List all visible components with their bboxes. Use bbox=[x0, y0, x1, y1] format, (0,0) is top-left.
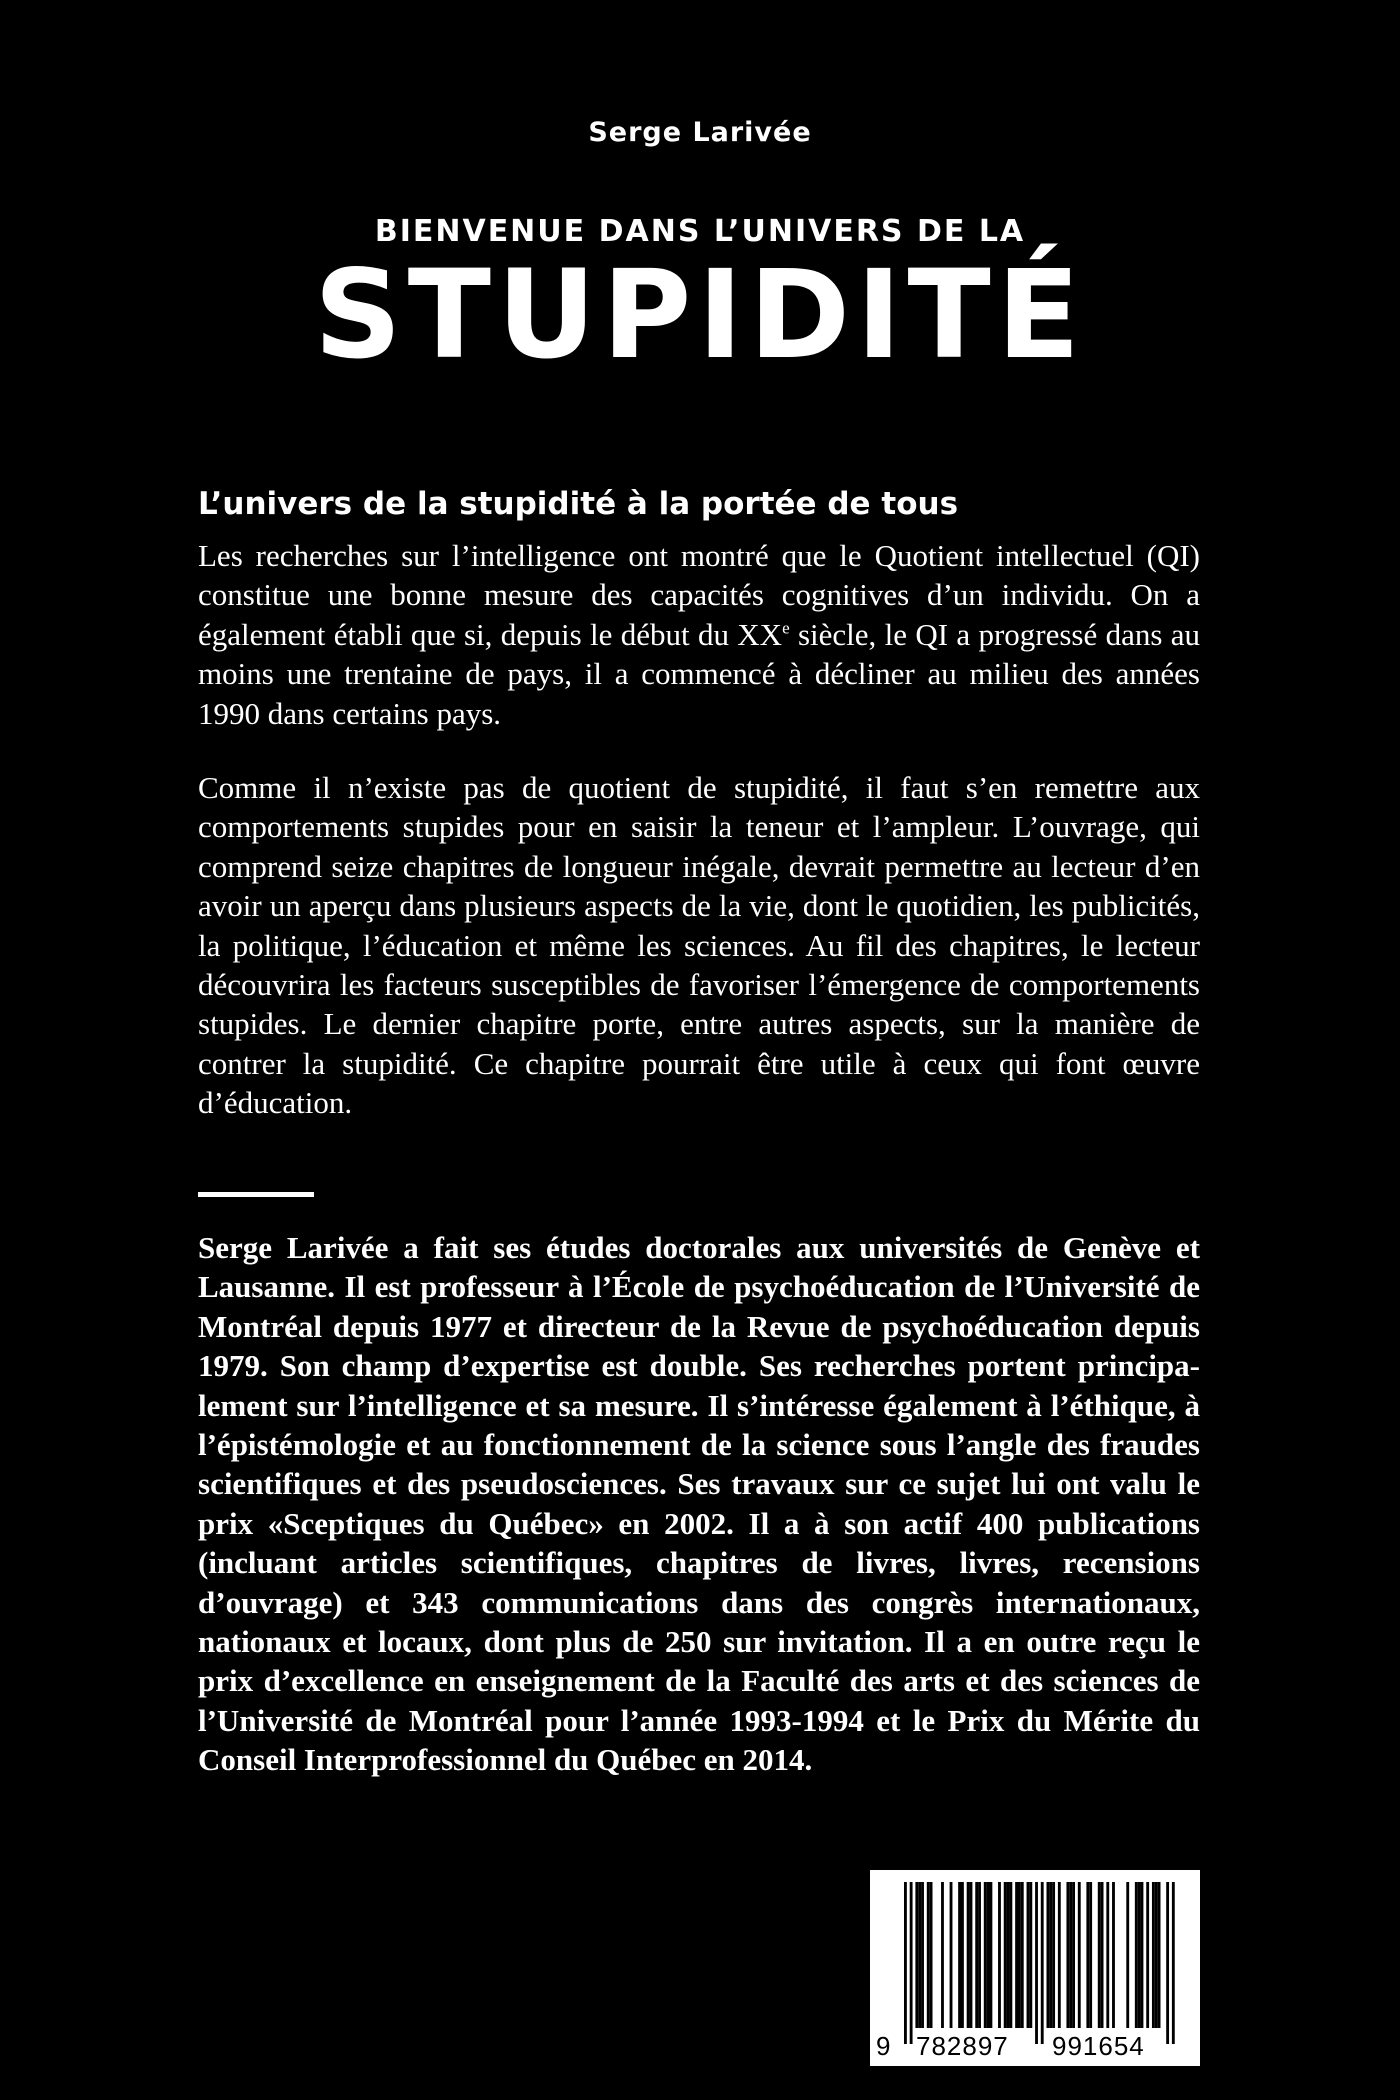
blurb-heading: L’univers de la stupidité à la portée de tous bbox=[198, 486, 959, 522]
barcode-bar bbox=[1152, 1882, 1155, 2028]
barcode-bar bbox=[1052, 1882, 1055, 2028]
barcode-bar bbox=[975, 1882, 978, 2028]
barcode-bar bbox=[1058, 1882, 1061, 2028]
barcode-bar bbox=[1027, 1882, 1030, 2028]
barcode-bar bbox=[1069, 1882, 1072, 2028]
barcode-bar bbox=[984, 1882, 987, 2028]
barcode-bar bbox=[998, 1882, 1001, 2028]
barcode-bar bbox=[970, 1882, 973, 2028]
barcode-bar bbox=[1135, 1882, 1138, 2028]
barcode-bar bbox=[987, 1882, 990, 2028]
section-divider bbox=[198, 1192, 314, 1197]
barcode-bar bbox=[1089, 1882, 1092, 2028]
book-pretitle: BIENVENUE DANS L’UNIVERS DE LA bbox=[374, 214, 1026, 249]
barcode-bar bbox=[921, 1882, 924, 2028]
isbn-barcode bbox=[870, 1870, 1200, 2066]
author-name: Serge Larivée bbox=[588, 117, 812, 148]
author-biography: Serge Larivée a fait ses études doctorales aux universités de Genève et Lausanne. Il est professeur à l’École de psychoéducation de l’Université de Montréal depuis 1977 et directeur de la Revue de psychoéducation depuis 1979. Son champ d’expertise est double. Ses recherches portent principalement sur l’intelligence et sa mesure. Il s’intéresse également à l’éthique, à l’épistémologie et au fonctionnement de la science sous l’angle des fraudes scientifiques et des pseudosciences. Ses travaux sur ce sujet lui ont valu le prix «Sceptiques du Québec» en 2002. Il a à son actif 400 publications (incluant articles scientifiques, chapitres de livres, livres, recensions d’ouvrage) et 343 communications dans des congrès internationaux, nationaux et locaux, dont plus de 250 sur invitation. Il a en outre reçu le prix d’excellence en enseignement de la Faculté des arts et des sciences de l’Université de Montréal pour l’année 1993-1994 et le Prix du Mérite du Conseil Interprofessionnel du Québec en 2014. bbox=[198, 1230, 1200, 1778]
barcode-bar bbox=[1138, 1882, 1141, 2028]
barcode-first-digit: 9 bbox=[876, 2031, 892, 2061]
barcode-bar bbox=[1158, 1882, 1161, 2028]
barcode-bar bbox=[1047, 1882, 1050, 2028]
barcode-bar bbox=[1078, 1882, 1081, 2028]
barcode-bar bbox=[1112, 1882, 1115, 2028]
barcode-right-digits: 991654 bbox=[1052, 2031, 1145, 2061]
barcode-bar bbox=[1049, 1882, 1052, 2028]
barcode-bar bbox=[1066, 1882, 1069, 2028]
barcode-bar bbox=[1029, 1882, 1032, 2028]
barcode-bar bbox=[1009, 1882, 1012, 2028]
book-title: STUPIDITÉ bbox=[313, 244, 1087, 386]
barcode-bar bbox=[1126, 1882, 1129, 2028]
barcode-bar bbox=[1035, 1882, 1038, 2044]
barcode-bar bbox=[1018, 1882, 1021, 2028]
barcode-bar bbox=[1106, 1882, 1109, 2028]
barcode-bar bbox=[1098, 1882, 1101, 2028]
barcode-bar bbox=[1015, 1882, 1018, 2028]
barcode-bar bbox=[1141, 1882, 1144, 2028]
blurb-paragraph-1-part-a: Les recherches sur l’intelligence ont montré que le Quotient intellectuel (QI) constitue une bonne mesure des capacités cognitives d’un individu. On a également établi que si, depuis le début du XX bbox=[198, 538, 1200, 652]
barcode-left-digits: 782897 bbox=[916, 2031, 1009, 2061]
barcode-bar bbox=[918, 1882, 921, 2028]
barcode-bar bbox=[1021, 1882, 1024, 2028]
barcode-bar bbox=[927, 1882, 930, 2028]
barcode-bar bbox=[915, 1882, 918, 2028]
barcode-bar bbox=[1086, 1882, 1089, 2028]
barcode-bar bbox=[1004, 1882, 1007, 2028]
barcode-bar bbox=[1166, 1882, 1169, 2044]
barcode-bar bbox=[978, 1882, 981, 2028]
barcode-bar bbox=[967, 1882, 970, 2028]
barcode-bar bbox=[1072, 1882, 1075, 2028]
barcode-bar bbox=[1007, 1882, 1010, 2028]
blurb-paragraph-2: Comme il n’existe pas de quotient de stupidité, il faut s’en remettre aux comportements stupides pour en saisir la teneur et l’ampleur. L’ouvrage, qui comprend seize chapitres de longueur inégale, devrait permettre au lecteur d’en avoir un aperçu dans plusieurs aspects de la vie, dont le quotidien, les publicités, la politique, l’éducation et même les sciences. Au fil des chapitres, le lecteur découvrira les facteurs susceptibles de favoriser l’émergence de comportements stupides. Le dernier chapitre porte, entre autres aspects, sur la manière de contrer la stupidité. Ce chapitre pourrait être utile à ceux qui font œuvre d’éducation. bbox=[198, 770, 1200, 1121]
barcode-bar bbox=[1101, 1882, 1104, 2028]
barcode-bar bbox=[961, 1882, 964, 2028]
blurb-paragraph-1-part-b: siècle, le QI a progressé dans au moins une trentaine de pays, il a commencé à décliner au milieu des années 1990 dans certains pays. bbox=[198, 616, 1201, 731]
barcode-bar bbox=[950, 1882, 953, 2028]
barcode-bar bbox=[930, 1882, 933, 2028]
barcode-bar bbox=[1146, 1882, 1149, 2028]
barcode-bar bbox=[1155, 1882, 1158, 2028]
barcode-bar bbox=[990, 1882, 993, 2028]
barcode-bar bbox=[1041, 1882, 1044, 2044]
barcode-bar bbox=[958, 1882, 961, 2028]
barcode-bar bbox=[910, 1882, 913, 2044]
barcode-bar bbox=[941, 1882, 944, 2028]
blurb-paragraph-1 bbox=[198, 536, 1200, 733]
barcode-bar bbox=[1172, 1882, 1175, 2044]
century-superscript: e bbox=[782, 618, 790, 638]
barcode-bar bbox=[904, 1882, 907, 2044]
